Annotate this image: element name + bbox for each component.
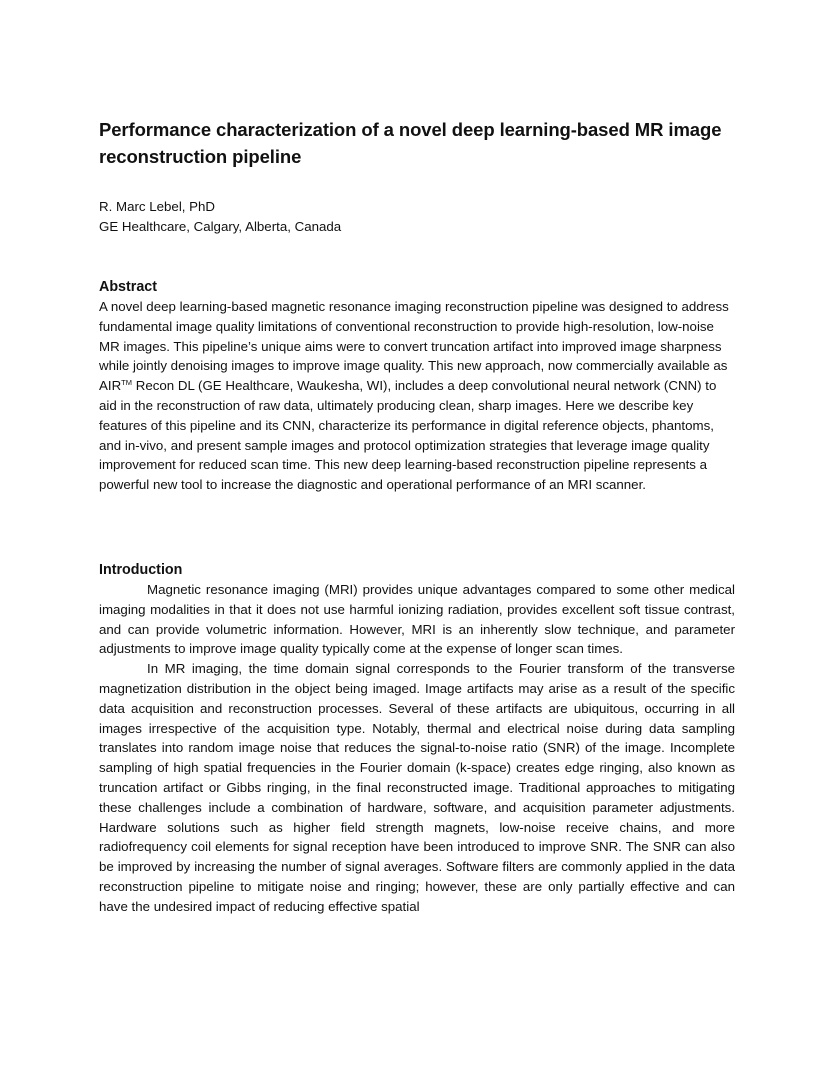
author-name: R. Marc Lebel, PhD bbox=[99, 199, 216, 214]
abstract-heading: Abstract bbox=[99, 279, 157, 295]
introduction-section bbox=[99, 560, 735, 917]
author-block bbox=[99, 197, 735, 237]
introduction-paragraph-2: In MR imaging, the time domain signal corresponds to the Fourier transform of the transverse magnetization distribution in the object being imaged. Image artifacts may arise as a result of the specific data acquisition and reconstruction processes. Several of these artifacts are ubiquitous, occurring in all images irrespective of the acquisition type. Notably, thermal and electrical noise during data sampling translates into random image noise that reduces the signal-to-noise ratio (SNR) of the image. Incomplete sampling of high spatial frequencies in the Fourier domain (k-space) creates edge ringing, also known as truncation artifact or Gibbs ringing, in the final reconstructed image. Traditional approaches to mitigating these challenges include a combination of hardware, software, and acquisition parameter adjustments. Hardware solutions such as higher field strength magnets, low-noise receive chains, and more radiofrequency coil elements for signal reception have been introduced to improve SNR. The SNR can also be improved by increasing the number of signal averages. Software filters are commonly applied in the data reconstruction pipeline to mitigate noise and ringing; however, these are only partially effective and can have the undesired impact of reducing effective spatial bbox=[99, 661, 735, 914]
introduction-paragraph-1: Magnetic resonance imaging (MRI) provides unique advantages compared to some other medical imaging modalities in that it does not use harmful ionizing radiation, provides excellent soft tissue contrast, and can provide volumetric information. However, MRI is an inherently slow technique, and parameter adjustments to improve image quality typically come at the expense of longer scan times. bbox=[99, 582, 735, 657]
paper-title: Performance characterization of a novel deep learning-based MR image reconstruction pipeline bbox=[99, 119, 722, 167]
author-affiliation: GE Healthcare, Calgary, Alberta, Canada bbox=[99, 219, 342, 234]
abstract-text-part-1: A novel deep learning-based magnetic resonance imaging reconstruction pipeline was designed to address fundamental image quality limitations of conventional reconstruction to provide high-resolution, low-noise MR images. This pipeline’s unique aims were to convert truncation artifact into improved image sharpness while jointly denoising images to improve image quality. This new approach, now commercially available as AIR bbox=[99, 299, 729, 394]
trademark-superscript: TM bbox=[121, 378, 133, 388]
introduction-heading: Introduction bbox=[99, 562, 183, 578]
abstract-section bbox=[99, 277, 735, 495]
abstract-paragraph bbox=[99, 297, 735, 495]
abstract-text-part-2: Recon DL (GE Healthcare, Waukesha, WI), includes a deep convolutional neural network (CNN) to aid in the reconstruction of raw data, ultimately producing clean, sharp images. Here we describe key features of this pipeline and its CNN, characterize its performance in digital reference objects, phantoms, and in-vivo, and present sample images and protocol optimization strategies that leverage image quality improvement for reduced scan time. This new deep learning-based reconstruction pipeline represents a powerful new tool to increase the diagnostic and operational performance of an MRI scanner. bbox=[99, 378, 717, 493]
